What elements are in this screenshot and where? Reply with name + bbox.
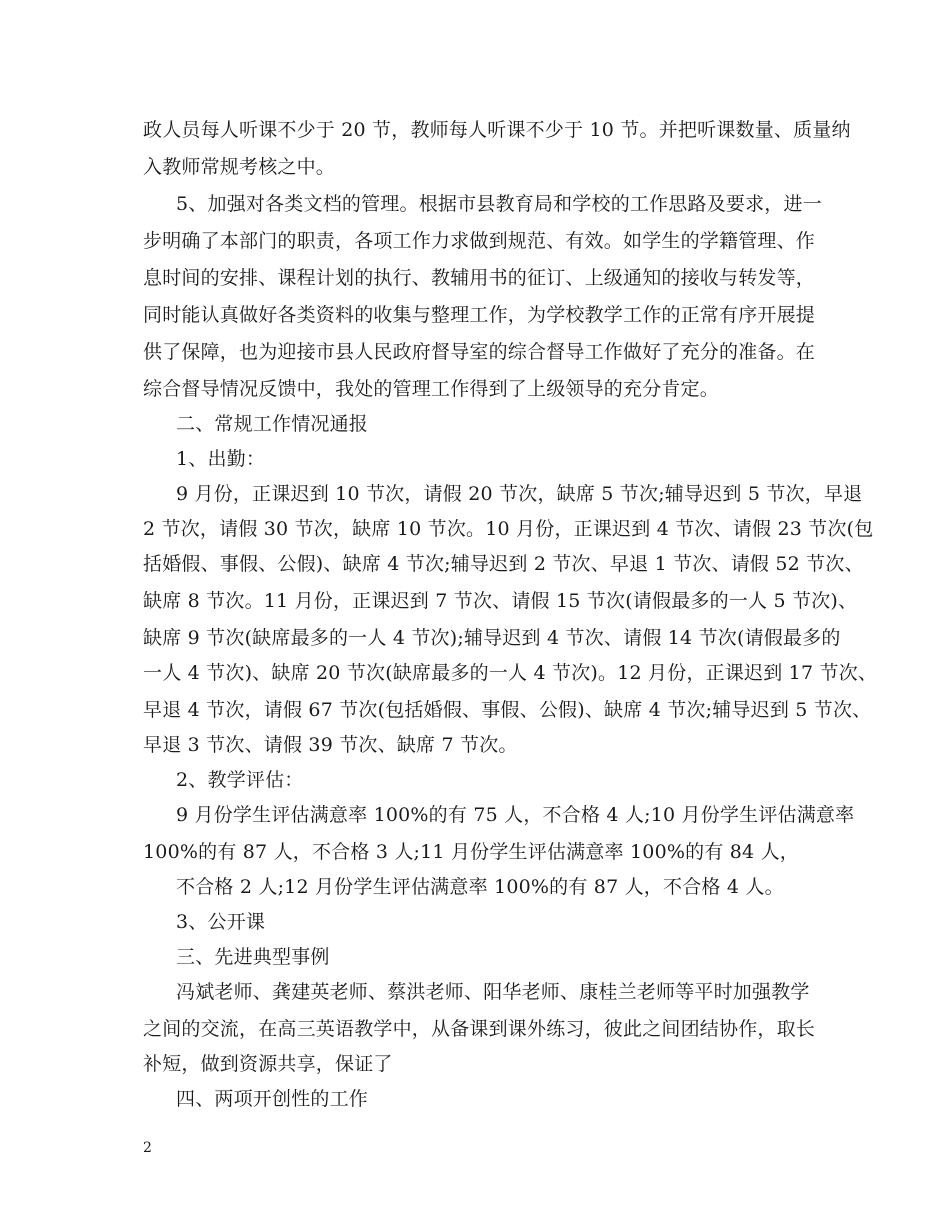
body-text-line: 9 月份，正课迟到 10 节次，请假 20 节次，缺席 5 节次;辅导迟到 5 节次，早退 [176,483,863,505]
subsection-heading: 3、公开课 [176,911,266,933]
body-text-line: 5、加强对各类文档的管理。根据市县教育局和学校的工作思路及要求，进一 [176,193,822,215]
body-text-line: 早退 3 节次、请假 39 节次、缺席 7 节次。 [143,734,518,756]
body-text-line: 步明确了本部门的职责，各项工作力求做到规范、有效。如学生的学籍管理、作 [143,230,816,252]
body-text-line: 同时能认真做好各类资料的收集与整理工作，为学校教学工作的正常有序开展提 [143,304,816,326]
body-text-line: 之间的交流，在高三英语教学中，从备课到课外练习，彼此之间团结协作，取长 [143,1018,816,1040]
section-heading: 四、两项开创性的工作 [176,1088,369,1110]
subsection-heading: 1、出勤： [176,448,266,470]
body-text-line: 冯斌老师、龚建英老师、蔡洪老师、阳华老师、康桂兰老师等平时加强教学 [176,981,810,1003]
body-text-line: 不合格 2 人;12 月份学生评估满意率 100%的有 87 人，不合格 4 人。 [176,876,784,898]
body-text-line: 9 月份学生评估满意率 100%的有 75 人，不合格 4 人;10 月份学生评估满意率 [176,804,855,826]
section-heading: 二、常规工作情况通报 [176,413,369,435]
body-text-line: 政人员每人听课不少于 20 节，教师每人听课不少于 10 节。并把听课数量、质量纳 [143,119,851,141]
section-heading: 三、先进典型事例 [176,946,330,968]
body-text-line: 补短，做到资源共享，保证了 [143,1053,393,1075]
body-text-line: 息时间的安排、课程计划的执行、教辅用书的征订、上级通知的接收与转发等， [143,267,816,289]
body-text-line: 综合督导情况反馈中，我处的管理工作得到了上级领导的充分肯定。 [143,378,720,400]
body-text-line: 早退 4 节次，请假 67 节次(包括婚假、事假、公假)、缺席 4 节次;辅导迟到 5 节次、 [143,699,872,721]
body-text-line: 100%的有 87 人，不合格 3 人;11 月份学生评估满意率 100%的有 84 人， [143,841,799,863]
body-text-line: 一人 4 节次)、缺席 20 节次(缺席最多的一人 4 节次)。12 月份，正课迟到 17 节次、 [143,662,878,684]
page-number: 2 [143,1140,152,1156]
body-text-line: 缺席 9 节次(缺席最多的一人 4 节次);辅导迟到 4 节次、请假 14 节次(请假最多的 [143,627,841,649]
body-text-line: 供了保障，也为迎接市县人民政府督导室的综合督导工作做好了充分的准备。在 [143,341,816,363]
subsection-heading: 2、教学评估： [176,769,304,791]
body-text-line: 2 节次，请假 30 节次，缺席 10 节次。10 月份，正课迟到 4 节次、请假 23 节次(包 [143,518,874,540]
body-text-line: 缺席 8 节次。11 月份，正课迟到 7 节次、请假 15 节次(请假最多的一人 5 节次)、 [143,590,858,612]
body-text-line: 括婚假、事假、公假)、缺席 4 节次;辅导迟到 2 节次、早退 1 节次、请假 52 节次、 [143,553,864,575]
body-text-line: 入教师常规考核之中。 [143,156,336,178]
